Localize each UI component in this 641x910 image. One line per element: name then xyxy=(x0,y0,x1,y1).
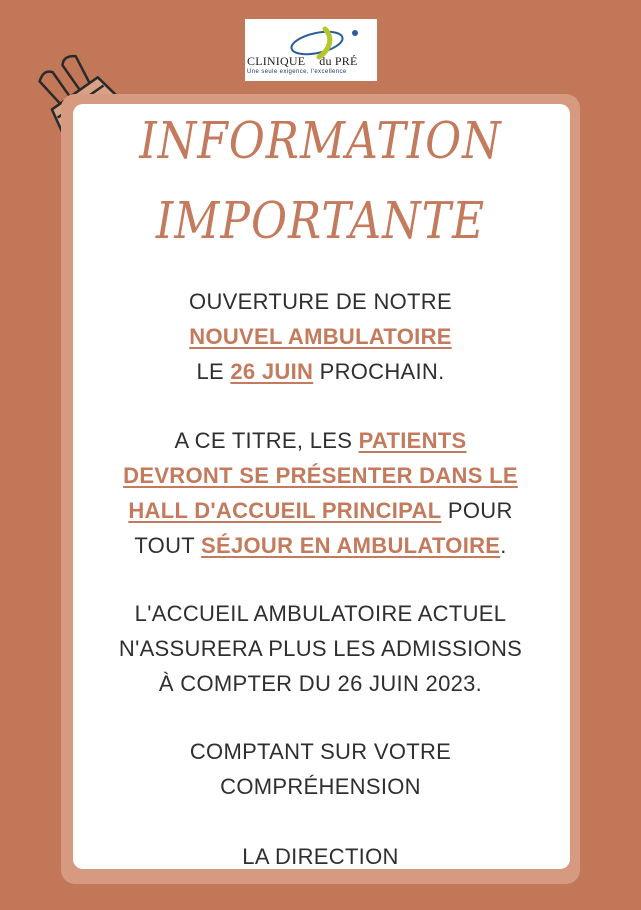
p3-line-2: N'ASSURERA PLUS LES ADMISSIONS xyxy=(118,636,523,661)
p2-line-4: TOUT SÉJOUR EN AMBULATOIRE. xyxy=(134,533,507,558)
highlight-patients: PATIENTS xyxy=(358,428,467,453)
highlight-hall: HALL D'ACCUEIL PRINCIPAL xyxy=(128,498,442,523)
p4-line-2: COMPRÉHENSION xyxy=(220,774,421,799)
p4-line-1: COMPTANT SUR VOTRE xyxy=(189,739,452,764)
p3-line-3: À COMPTER DU 26 JUIN 2023. xyxy=(158,671,483,696)
logo-tagline: Une seule exigence, l'excellence xyxy=(247,69,347,75)
highlight-nouvel-ambulatoire: NOUVEL AMBULATOIRE xyxy=(189,324,452,349)
signature: LA DIRECTION xyxy=(242,844,399,869)
logo-name-suffix: du PRÉ xyxy=(319,54,358,68)
p1-line-2 xyxy=(0,324,641,350)
p2-line-1: A CE TITRE, LES PATIENTS xyxy=(174,428,467,453)
p2-line-2 xyxy=(0,463,641,489)
p2-line-3: HALL D'ACCUEIL PRINCIPAL POUR xyxy=(128,498,513,523)
logo-name: CLINIQUE xyxy=(247,54,306,68)
p3-line-1: L'ACCUEIL AMBULATOIRE ACTUEL xyxy=(134,601,507,626)
title-line-1: INFORMATION xyxy=(139,112,502,171)
highlight-sejour: SÉJOUR EN AMBULATOIRE xyxy=(201,533,501,558)
p1-line-3: LE 26 JUIN PROCHAIN. xyxy=(196,359,445,384)
highlight-devront: DEVRONT SE PRÉSENTER DANS LE xyxy=(123,463,518,488)
title-line-2: IMPORTANTE xyxy=(155,192,486,251)
highlight-date: 26 JUIN xyxy=(230,359,314,384)
p1-line-1: OUVERTURE DE NOTRE xyxy=(189,289,452,314)
clinic-logo xyxy=(245,19,377,81)
